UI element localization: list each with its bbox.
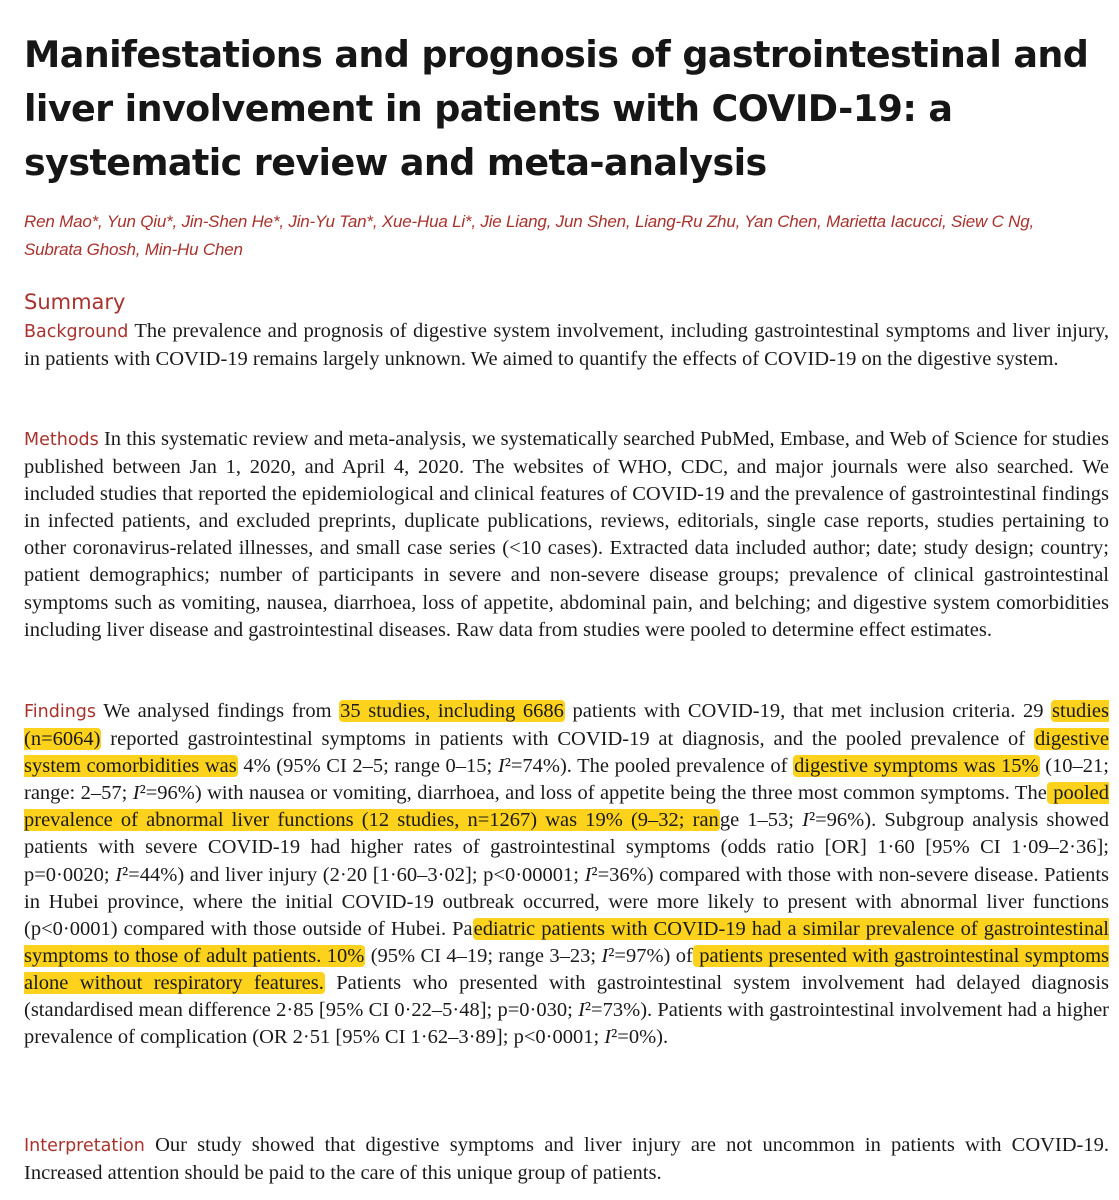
findings-text-segment: ²=96%). Subgroup analysis showed patients with severe COVID-19 had higher rates of gastrointestinal symptoms (odds ratio [OR] 1·60 [95% CI 1·09–2·36]; p=0·0020; <box>24 809 1110 886</box>
stat-symbol: I <box>132 782 140 805</box>
findings-text-segment: (10–21; range: 2–57; <box>24 755 1109 805</box>
interpretation-text: Our study showed that digestive symptoms and liver injury are not uncommon in patients with COVID-19. Increased attention should be paid to the care of this unique group of patients. <box>24 1134 1110 1185</box>
background-label: Background <box>24 322 129 342</box>
author-list: Ren Mao*, Yun Qiu*, Jin-Shen He*, Jin-Yu Tan*, Xue-Hua Li*, Jie Liang, Jun Shen, Liang-Ru Zhu, Yan Chen, Marietta Iacucci, Siew C Ng, Subrata Ghosh, Min-Hu Chen <box>24 212 1035 259</box>
findings-paragraph <box>24 698 1109 1051</box>
findings-text-segment: patients with COVID-19, that met inclusion criteria. 29 <box>564 700 1052 722</box>
highlighted-text: digestive symptoms was 15% <box>794 755 1039 778</box>
findings-text-segment: (95% CI 4–19; range 3–23; <box>365 944 602 967</box>
methods-paragraph <box>24 426 1109 644</box>
findings-text-segment: 4% (95% CI 2–5; range 0–15; <box>237 755 498 778</box>
highlighted-text: patients presented with gastrointestinal symptoms alone without respiratory features. <box>24 944 1109 994</box>
findings-text-segment: ²=0%). <box>611 1026 669 1049</box>
stat-symbol: I <box>584 863 592 886</box>
methods-text: In this systematic review and meta-analysis, we systematically searched PubMed, Embase, and Web of Science for studies published between Jan 1, 2020, and April 4, 2020. The websites of WHO, CDC, and major journals were also searched. We included studies that reported the epidemiological and clinical features of COVID-19 and the prevalence of gastrointestinal findings in infected patients, and excluded preprints, duplicate publications, reviews, editorials, single case reports, studies pertaining to other coronavirus-related illnesses, and small case series (<10 cases). Extracted data included author; date; study design; country; patient demographics; number of participants in severe and non-severe disease groups; prevalence of clinical gastrointestinal symptoms such as vomiting, nausea, diarrhoea, loss of appetite, abdominal pain, and belching; and digestive system comorbidities including liver disease and gastrointestinal diseases. Raw data from studies were pooled to determine effect estimates. <box>24 428 1110 641</box>
findings-text-segment: Patients who presented with gastrointestinal system involvement had delayed diagnosis (standardised mean difference 2·85 [95% CI 0·22–5·48]; p=0·030; <box>24 971 1109 1022</box>
stat-symbol: I <box>578 999 585 1022</box>
findings-text-segment: We analysed findings from <box>103 700 340 722</box>
findings-label: Findings <box>24 702 97 722</box>
background-text: The prevalence and prognosis of digestive system involvement, including gastrointestinal symptoms and liver injury, in patients with COVID-19 remains largely unknown. We aimed to quantify the effects of COVID-19 on the digestive system. <box>24 320 1109 371</box>
findings-text-segment: ²=73%). Patients with gastrointestinal involvement had a higher prevalence of complication (OR 2·51 [95% CI 1·62–3·89]; p<0·0001; <box>24 999 1109 1049</box>
stat-symbol: I <box>802 809 809 832</box>
interpretation-paragraph <box>24 1132 1109 1187</box>
interpretation-label: Interpretation <box>24 1136 145 1156</box>
findings-text-segment: ²=44%) and liver injury (2·20 [1·60–3·02]; p<0·00001; <box>122 863 585 886</box>
highlighted-text: ediatric patients with COVID-19 had a similar prevalence of gastrointestinal symptoms to those of adult patients. 10% <box>24 917 1109 967</box>
highlighted-text: studies (n=6064) <box>24 700 1109 751</box>
findings-text-segment: ²=97%) of <box>608 944 693 967</box>
findings-text <box>24 700 1109 1048</box>
methods-label: Methods <box>24 430 99 450</box>
findings-text-segment: ²=96%) with nausea or vomiting, diarrhoea, and loss of appetite being the three most common symptoms. The <box>139 782 1047 805</box>
stat-symbol: I <box>497 755 505 778</box>
findings-text-segment: reported gastrointestinal symptoms in patients with COVID-19 at diagnosis, and the pooled prevalence of <box>101 728 1034 751</box>
article-title: Manifestations and prognosis of gastrointestinal and liver involvement in patients with COVID-19: a systematic review and meta-analysis <box>24 33 1089 184</box>
summary-heading: Summary <box>24 290 126 314</box>
stat-symbol: I <box>601 944 609 967</box>
stat-symbol: I <box>115 863 123 886</box>
stat-symbol: I <box>604 1026 612 1049</box>
background-paragraph <box>24 318 1109 373</box>
findings-text-segment: ²=36%) compared with those with non-severe disease. Patients in Hubei province, where the initial COVID-19 outbreak occurred, were more likely to present with abnormal liver functions (p<0·0001) compared with those outside of Hubei. Pa <box>24 863 1109 940</box>
findings-text-segment: ²=74%). The pooled prevalence of <box>504 755 794 778</box>
highlighted-text: 35 studies, including 6686 <box>340 700 564 722</box>
findings-text-segment: ge 1–53; <box>719 809 803 832</box>
highlighted-text: digestive system comorbidities was <box>24 728 1109 778</box>
highlighted-text: pooled prevalence of abnormal liver functions (12 studies, n=1267) was 19% (9–32; ran <box>24 782 1110 832</box>
